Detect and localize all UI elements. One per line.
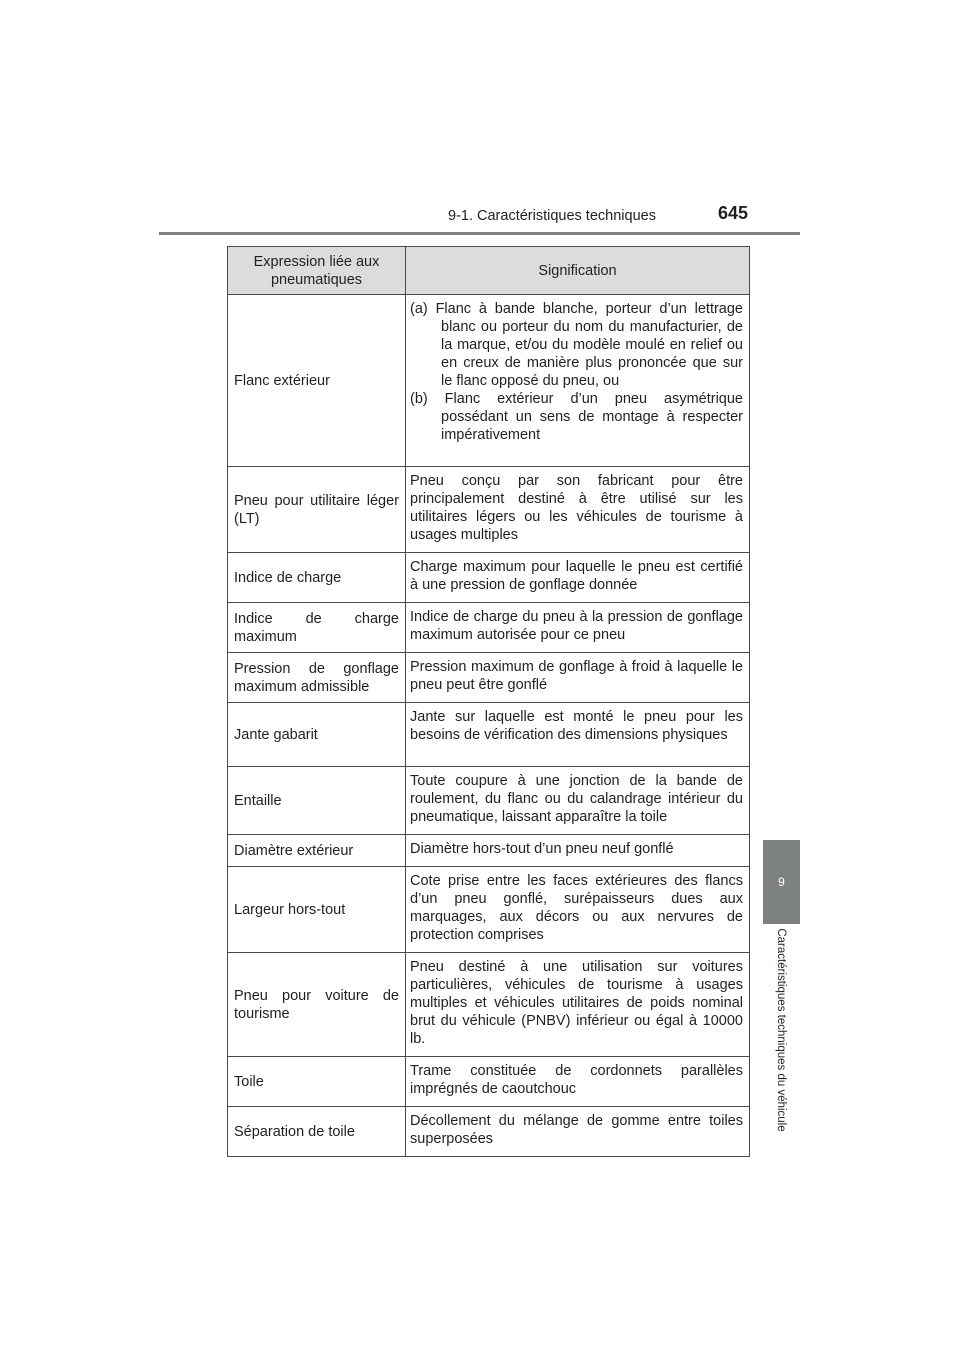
meaning-cell: [406, 295, 750, 467]
table-row: [228, 1057, 750, 1107]
meaning-cell: Trame constituée de cordonnets parallèles imprégnés de caoutchouc: [406, 1057, 750, 1107]
meaning-cell: Charge maximum pour laquelle le pneu est certifié à une pression de gonflage donnée: [406, 553, 750, 603]
column-header-term: Expression liée aux pneumatiques: [228, 247, 406, 295]
list-item: (b) Flanc extérieur d’un pneu asymétrique possédant un sens de montage à respecter impérativement: [410, 391, 743, 443]
table-row: [228, 653, 750, 703]
chapter-tab: [763, 840, 800, 924]
column-header-meaning: Signification: [406, 247, 750, 295]
term-cell: Pneu pour utilitaire léger (LT): [228, 467, 406, 553]
page-number: 645: [718, 203, 749, 223]
term-cell: Séparation de toile: [228, 1107, 406, 1157]
meaning-cell: Pneu conçu par son fabricant pour être principalement destiné à être utilisé sur les utilitaires légers ou les véhicules de tourisme à usages multiples: [406, 467, 750, 553]
section-title: 9-1. Caractéristiques techniques: [448, 208, 656, 224]
table-row: [228, 835, 750, 867]
table-header-row: [228, 247, 750, 295]
table-row: [228, 603, 750, 653]
meaning-cell: Pression maximum de gonflage à froid à laquelle le pneu peut être gonflé: [406, 653, 750, 703]
table-row: [228, 295, 750, 467]
term-cell: Jante gabarit: [228, 703, 406, 767]
term-cell: Entaille: [228, 767, 406, 835]
table-row: [228, 553, 750, 603]
table-row: [228, 867, 750, 953]
meaning-cell: Diamètre hors-tout d’un pneu neuf gonflé: [406, 835, 750, 867]
term-cell: Indice de charge: [228, 553, 406, 603]
meaning-cell: Indice de charge du pneu à la pression de gonflage maximum autorisée pour ce pneu: [406, 603, 750, 653]
meaning-cell: Décollement du mélange de gomme entre toiles superposées: [406, 1107, 750, 1157]
list-item: (a) Flanc à bande blanche, porteur d’un lettrage blanc ou porteur du nom du manufacturier, de la marque, et/ou du modèle moulé en relief ou en creux de manière plus prononcée que sur le flanc opposé du pneu, ou: [410, 301, 743, 389]
header-divider: [159, 232, 800, 235]
table-row: [228, 703, 750, 767]
chapter-number: 9: [778, 875, 785, 889]
term-cell: Pneu pour voiture de tourisme: [228, 953, 406, 1057]
tire-terms-table: [227, 246, 750, 1157]
meaning-cell: Pneu destiné à une utilisation sur voitures particulières, véhicules de tourisme à usages multiples et véhicules utilitaires de poids nominal brut du véhicule (PNBV) inférieur ou égal à 10000 lb.: [406, 953, 750, 1057]
term-cell: Diamètre extérieur: [228, 835, 406, 867]
chapter-label: Caractéristiques techniques du véhicule: [775, 928, 787, 1132]
term-cell: Largeur hors-tout: [228, 867, 406, 953]
meaning-cell: Cote prise entre les faces extérieures des flancs d’un pneu gonflé, surépaisseurs dues aux marquages, aux décors ou aux nervures de protection comprises: [406, 867, 750, 953]
table-row: [228, 1107, 750, 1157]
table-row: [228, 467, 750, 553]
meaning-list: [410, 300, 743, 444]
term-cell: Toile: [228, 1057, 406, 1107]
meaning-cell: Jante sur laquelle est monté le pneu pour les besoins de vérification des dimensions physiques: [406, 703, 750, 767]
term-cell: Pression de gonflage maximum admissible: [228, 653, 406, 703]
meaning-cell: Toute coupure à une jonction de la bande de roulement, du flanc ou du calandrage intérieur du pneumatique, laissant apparaître la toile: [406, 767, 750, 835]
term-cell: Flanc extérieur: [228, 295, 406, 467]
table-row: [228, 767, 750, 835]
table-row: [228, 953, 750, 1057]
term-cell: Indice de charge maximum: [228, 603, 406, 653]
